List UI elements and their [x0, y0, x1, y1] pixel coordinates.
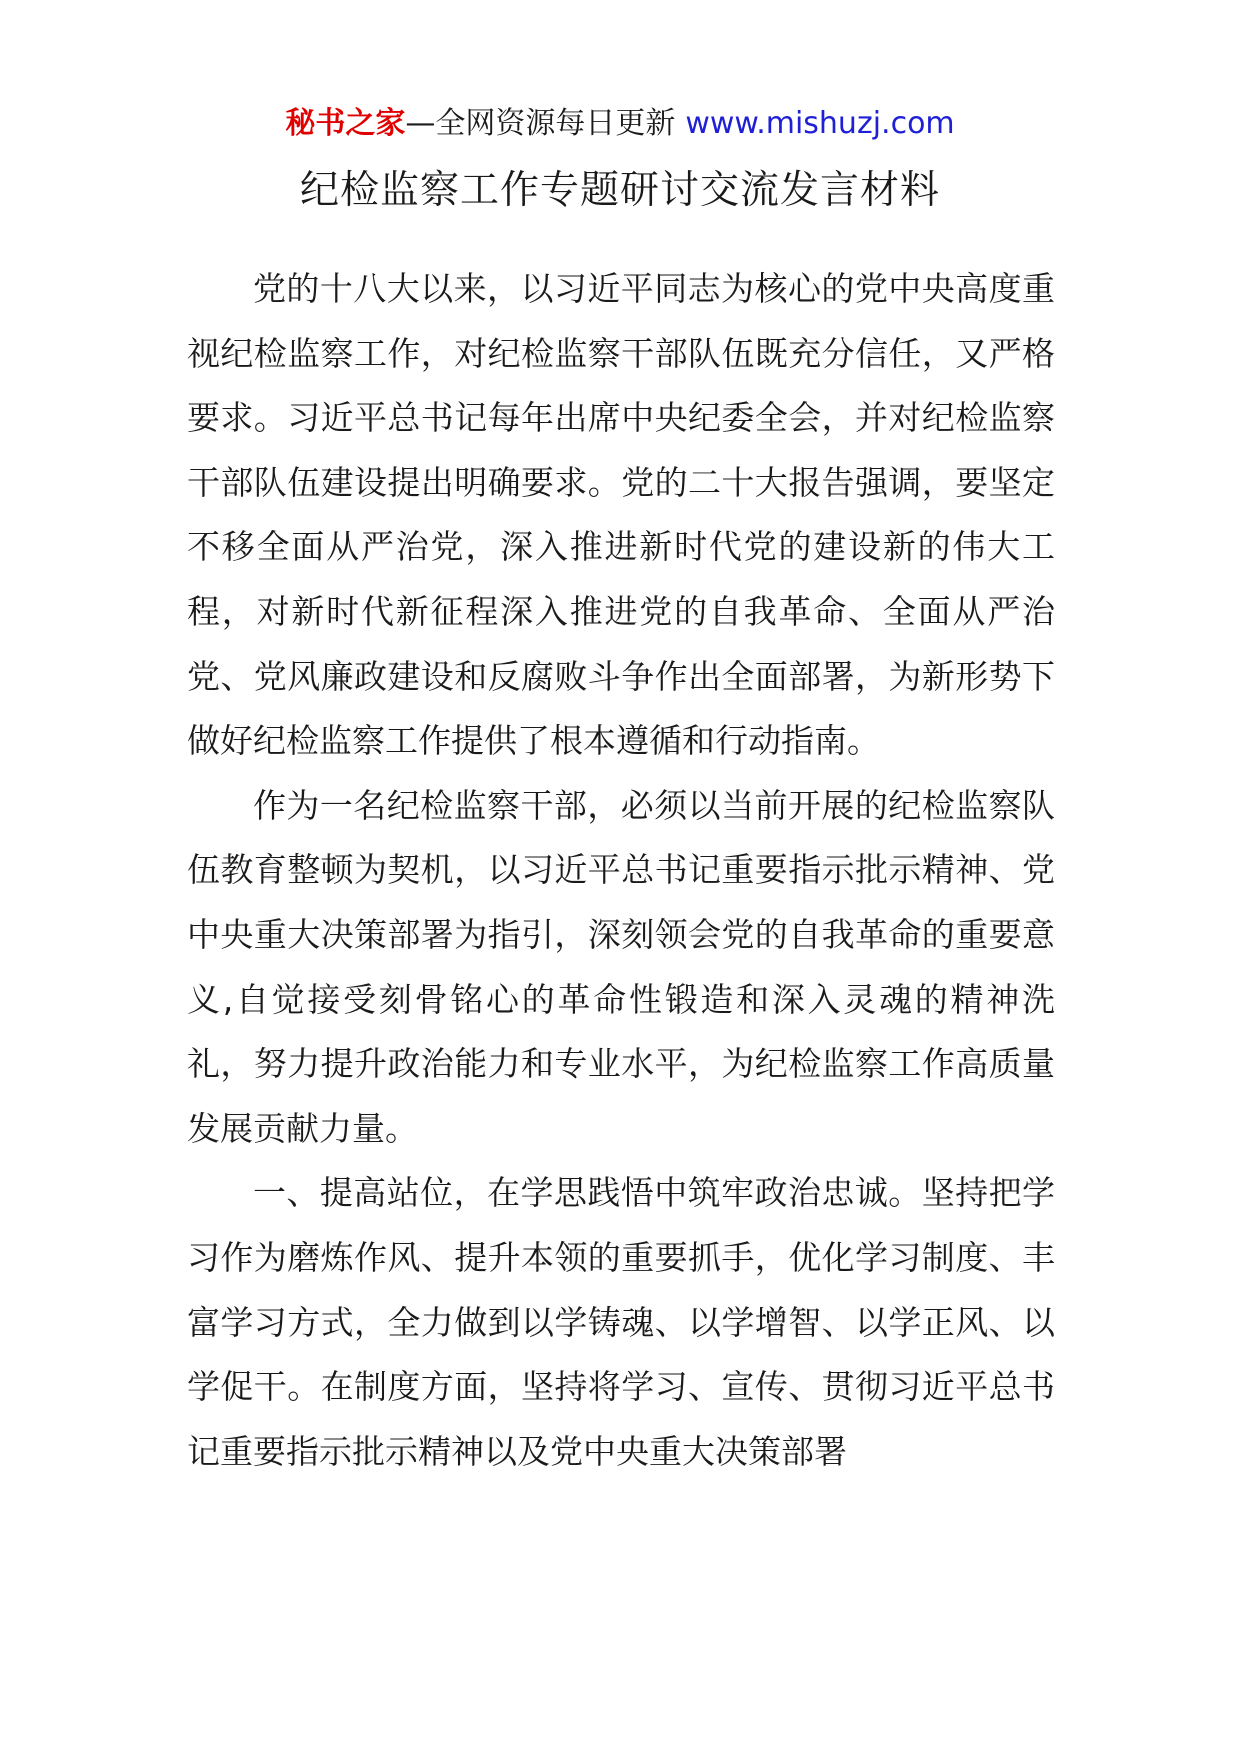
paragraph-section-one: [187, 1161, 1055, 1484]
paragraph-intro: 党的十八大以来，以习近平同志为核心的党中央高度重视纪检监察工作，对纪检监察干部队伍既充分信任，又严格要求。习近平总书记每年出席中央纪委全会，并对纪检监察干部队伍建设提出明确要求。党的二十大报告强调，要坚定不移全面从严治党，深入推进新时代党的建设新的伟大工程，对新时代新征程深入推进党的自我革命、全面从严治党、党风廉政建设和反腐败斗争作出全面部署，为新形势下做好纪检监察工作提供了根本遵循和行动指南。: [187, 269, 1055, 761]
section-one-text: 坚持把学习作为磨炼作风、提升本领的重要抓手，优化学习制度、丰富学习方式，全力做到以学铸魂、以学增智、以学正风、以学促干。在制度方面，坚持将学习、宣传、贯彻习近平总书记重要指示批示精神以及党中央重大决策部署: [187, 1173, 1056, 1471]
document-body: [187, 257, 1055, 1484]
header-tagline: —全网资源每日更新: [405, 106, 676, 141]
paragraph-commitment: 作为一名纪检监察干部，必须以当前开展的纪检监察队伍教育整顿为契机，以习近平总书记重要指示批示精神、党中央重大决策部署为指引，深刻领会党的自我革命的重要意义,自觉接受刻骨铭心的革命性锻造和深入灵魂的精神洗礼，努力提升政治能力和专业水平，为纪检监察工作高质量发展贡献力量。: [187, 785, 1055, 1148]
document-title: 纪检监察工作专题研讨交流发言材料: [299, 168, 940, 213]
site-url-link[interactable]: www.mishuzj.com: [685, 106, 955, 141]
brand-name: 秘书之家: [285, 106, 406, 141]
section-one-heading: 一、提高站位，在学思践悟中筑牢政治忠诚。: [253, 1173, 922, 1213]
site-header: [0, 104, 1240, 144]
